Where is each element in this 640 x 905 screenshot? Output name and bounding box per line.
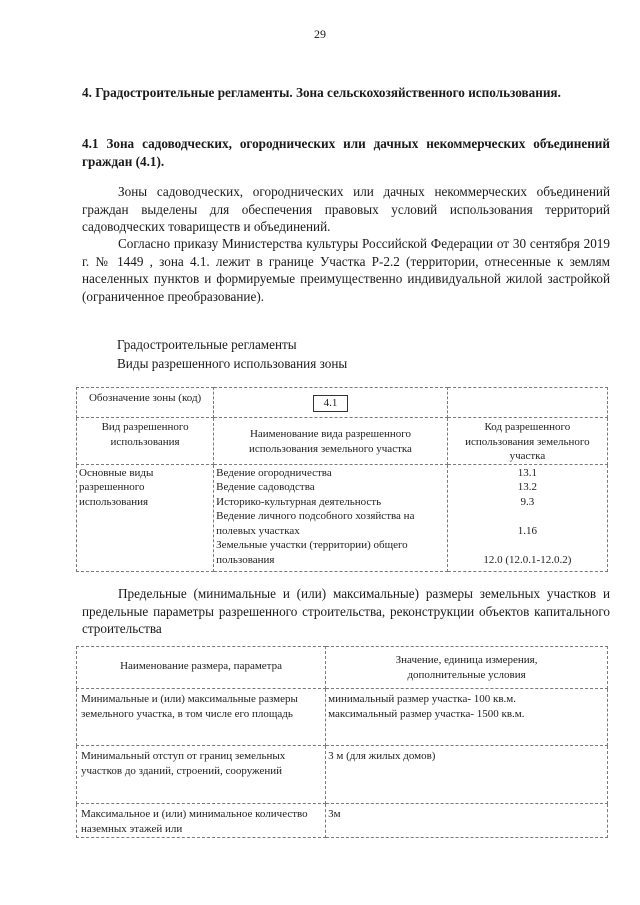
zone-label-cell: Обозначение зоны (код) xyxy=(77,388,214,418)
use-codes-cell xyxy=(447,464,607,571)
zone-code: 4.1 xyxy=(313,395,349,412)
section-heading: 4. Градостроительные регламенты. Зона сельскохозяйственного использования. xyxy=(82,85,561,100)
use-code-3: 9.3 xyxy=(520,495,535,508)
header-use-code: Код разрешенного использования земельного участка xyxy=(447,418,607,465)
paragraph-culture-order: Согласно приказу Министерства культуры Российской Федерации от 30 сентября 2019 г. № 1449 , зона 4.1. лежит в границе Участка Р-2.2 (территории, отнесенные к землям населенных пунктов и формируемые преимущественно индивидуальной жилой застройкой (ограниченное преобразование). xyxy=(82,236,610,304)
param-value-2: 3 м (для жилых домов) xyxy=(326,746,608,804)
subsection-heading: 4.1 Зона садоводческих, огороднических или дачных некоммерческих объединений граждан (4.1). xyxy=(82,136,610,169)
header-parameter-value: Значение, единица измерения, дополнительные условия xyxy=(326,647,608,689)
use-code-5: 12.0 (12.0.1-12.0.2) xyxy=(483,553,572,566)
param-name-3: Максимальное и (или) минимальное количество наземных этажей или xyxy=(77,804,326,838)
use-name-4: Ведение личного подсобного хозяйства на полевых участках xyxy=(216,510,415,537)
paragraph-zone-purpose: Зоны садоводческих, огороднических или дачных некоммерческих объединений граждан выделены для обеспечения правовых условий использования территорий садоводческих товариществ и объединений. xyxy=(82,184,610,234)
header-use-type: Вид разрешенного использования xyxy=(77,418,214,465)
caption-regulations: Градостроительные регламенты xyxy=(117,337,297,352)
parameters-table xyxy=(76,646,608,838)
header-use-name: Наименование вида разрешенного использования земельного участка xyxy=(214,418,448,465)
use-name-5: Земельные участки (территории) общего пользования xyxy=(216,539,408,566)
use-names-cell xyxy=(214,464,448,571)
param-value-1: минимальный размер участка- 100 кв.м. максимальный размер участка- 1500 кв.м. xyxy=(326,689,608,746)
page-number: 29 xyxy=(314,27,326,41)
param-value-3: 3м xyxy=(326,804,608,838)
empty-cell xyxy=(447,388,607,418)
use-name-2: Ведение садоводства xyxy=(216,481,315,493)
use-code-4: 1.16 xyxy=(517,524,538,537)
header-parameter-name: Наименование размера, параметра xyxy=(77,647,326,689)
use-name-1: Ведение огородничества xyxy=(216,466,332,479)
use-name-3: Историко-культурная деятельность xyxy=(216,495,382,508)
category-cell: Основные виды разрешенного использования xyxy=(77,464,214,571)
param-name-2: Минимальный отступ от границ земельных участков до зданий, строений, сооружений xyxy=(77,746,326,804)
param-name-1: Минимальные и (или) максимальные размеры земельного участка, в том числе его площадь xyxy=(77,689,326,746)
permitted-uses-table xyxy=(76,387,608,572)
paragraph-limits: Предельные (минимальные и (или) максимальные) размеры земельных участков и предельные параметры разрешенного строительства, реконструкции объектов капитального строительства xyxy=(82,586,610,636)
use-code-2: 13.2 xyxy=(517,481,538,493)
caption-permitted-uses: Виды разрешенного использования зоны xyxy=(117,356,348,371)
zone-code-cell xyxy=(214,388,448,418)
use-code-1: 13.1 xyxy=(517,466,538,479)
